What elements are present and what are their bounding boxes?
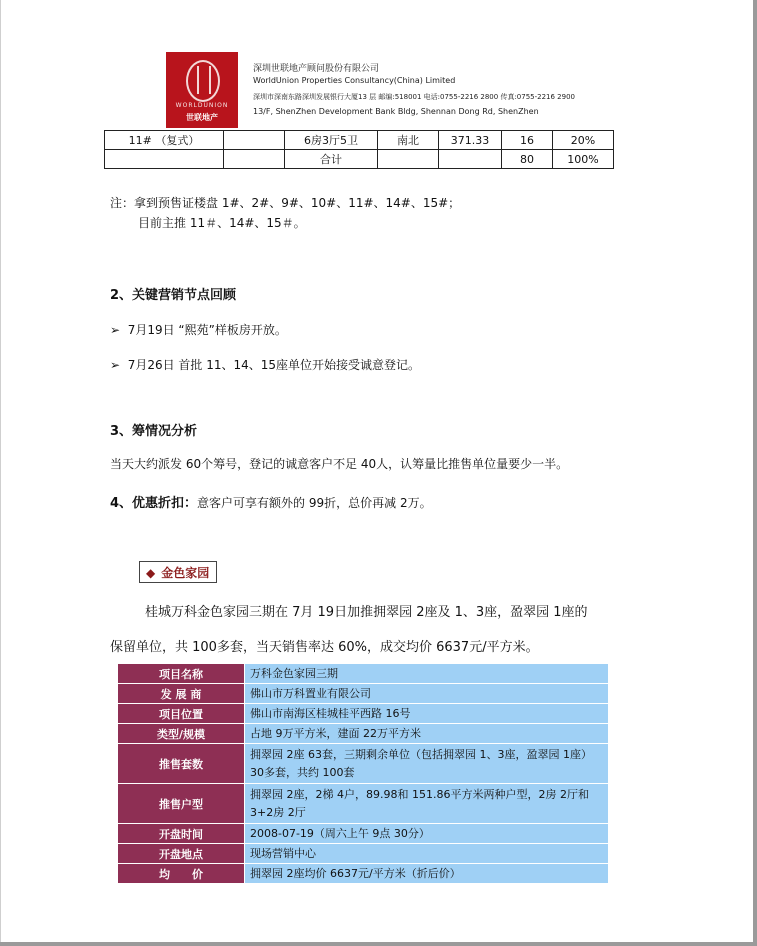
table-value: 万科金色家园三期 (245, 664, 609, 684)
table-value: 2008-07-19（周六上午 9点 30分） (245, 824, 609, 844)
table-row (105, 150, 614, 169)
table-row (118, 844, 609, 864)
page-edge (0, 0, 1, 946)
table-value: 佛山市万科置业有限公司 (245, 684, 609, 704)
table-cell: 16 (502, 131, 553, 150)
list-item-text: 7月26日 首批 11、14、15座单位开始接受诚意登记。 (127, 358, 421, 372)
logo-chinese: 世联地产 (186, 113, 218, 122)
table-key: 类型/规模 (118, 724, 245, 744)
table-value: 占地 9万平方米，建面 22万平方米 (245, 724, 609, 744)
table-cell: 6房3厅5卫 (285, 131, 378, 150)
address-en: 13/F, ShenZhen Development Bank Bldg, Shennan Dong Rd, ShenZhen (253, 107, 539, 116)
table-value: 拥翠园 2座 63套，三期剩余单位（包括拥翠园 1、3座，盈翠园 1座）30多套，共约 100套 (245, 744, 609, 784)
section-4-title: 4、优惠折扣： (110, 496, 198, 511)
jinse-section-label (139, 561, 217, 583)
table-row (118, 724, 609, 744)
table-row (118, 664, 609, 684)
table-key: 项目位置 (118, 704, 245, 724)
jinse-paragraph-2: 保留单位，共 100多套，当天销售率达 60%，成交均价 6637元/平方米。 (110, 640, 539, 655)
table-key: 均 价 (118, 864, 245, 884)
section-4-text: 意客户可享有额外的 99折，总价再减 2万。 (197, 496, 432, 510)
table-value: 拥翠园 2座，2梯 4户，89.98和 151.86平方米两种户型，2房 2厅和 3+2房 2厅 (245, 784, 609, 824)
table-row (118, 784, 609, 824)
table-value: 拥翠园 2座均价 6637元/平方米（折后价） (245, 864, 609, 884)
arrow-bullet-icon: ➢ (110, 323, 128, 337)
section-3-text: 当天大约派发 60个筹号，登记的诚意客户不足 40人，认筹量比推售单位量要少一半。 (110, 457, 569, 471)
table-row (118, 824, 609, 844)
project-info-table (117, 663, 609, 884)
company-name-cn: 深圳世联地产顾问股份有限公司 (253, 64, 380, 74)
table-value: 现场营销中心 (245, 844, 609, 864)
section-3-title: 3、筹情况分析 (110, 424, 198, 439)
table-key: 开盘时间 (118, 824, 245, 844)
table-cell (378, 150, 439, 169)
table-row (118, 704, 609, 724)
company-name-en: WorldUnion Properties Consultancy(China) Limited (253, 76, 456, 85)
note-line-2: 目前主推 11＃、14#、15＃。 (138, 216, 306, 230)
page-shadow-right (753, 0, 757, 946)
table-cell (224, 150, 285, 169)
list-item (110, 321, 287, 338)
address-cn: 深圳市深南东路深圳发展银行大厦13 层 邮编:518001 电话:0755-2216 2800 传真:0755-2216 2900 (253, 93, 575, 101)
table-cell: 合计 (285, 150, 378, 169)
arrow-bullet-icon: ➢ (110, 358, 128, 372)
logo-english: WORLDUNION (175, 102, 229, 109)
page-shadow-bottom (0, 942, 757, 946)
list-item (110, 356, 420, 373)
table-cell: 100% (553, 150, 614, 169)
table-cell: 11# （复式） (105, 131, 224, 150)
logo-bars-icon (197, 66, 211, 94)
table-cell (105, 150, 224, 169)
table-key: 发 展 商 (118, 684, 245, 704)
table-cell: 371.33 (439, 131, 502, 150)
jinse-label-text: 金色家园 (161, 566, 210, 580)
section-2-title: 2、关键营销节点回顾 (110, 288, 237, 303)
table-cell (439, 150, 502, 169)
table-key: 开盘地点 (118, 844, 245, 864)
table-cell: 80 (502, 150, 553, 169)
table-row (118, 864, 609, 884)
unit-table (104, 130, 614, 169)
note-line-1: 注：拿到预售证楼盘 1#、2#、9#、10#、11#、14#、15#； (110, 196, 461, 210)
table-key: 推售套数 (118, 744, 245, 784)
jinse-paragraph-1: 桂城万科金色家园三期在 7月 19日加推拥翠园 2座及 1、3座，盈翠园 1座的 (145, 605, 588, 620)
company-logo (166, 52, 238, 128)
table-cell (224, 131, 285, 150)
table-value: 佛山市南海区桂城桂平西路 16号 (245, 704, 609, 724)
table-cell: 20% (553, 131, 614, 150)
table-key: 项目名称 (118, 664, 245, 684)
section-4 (110, 492, 432, 511)
table-row (118, 684, 609, 704)
table-row (105, 131, 614, 150)
list-item-text: 7月19日 “熙苑”样板房开放。 (127, 323, 287, 337)
table-key: 推售户型 (118, 784, 245, 824)
diamond-bullet-icon: ◆ (146, 566, 156, 580)
table-row (118, 744, 609, 784)
table-cell: 南北 (378, 131, 439, 150)
